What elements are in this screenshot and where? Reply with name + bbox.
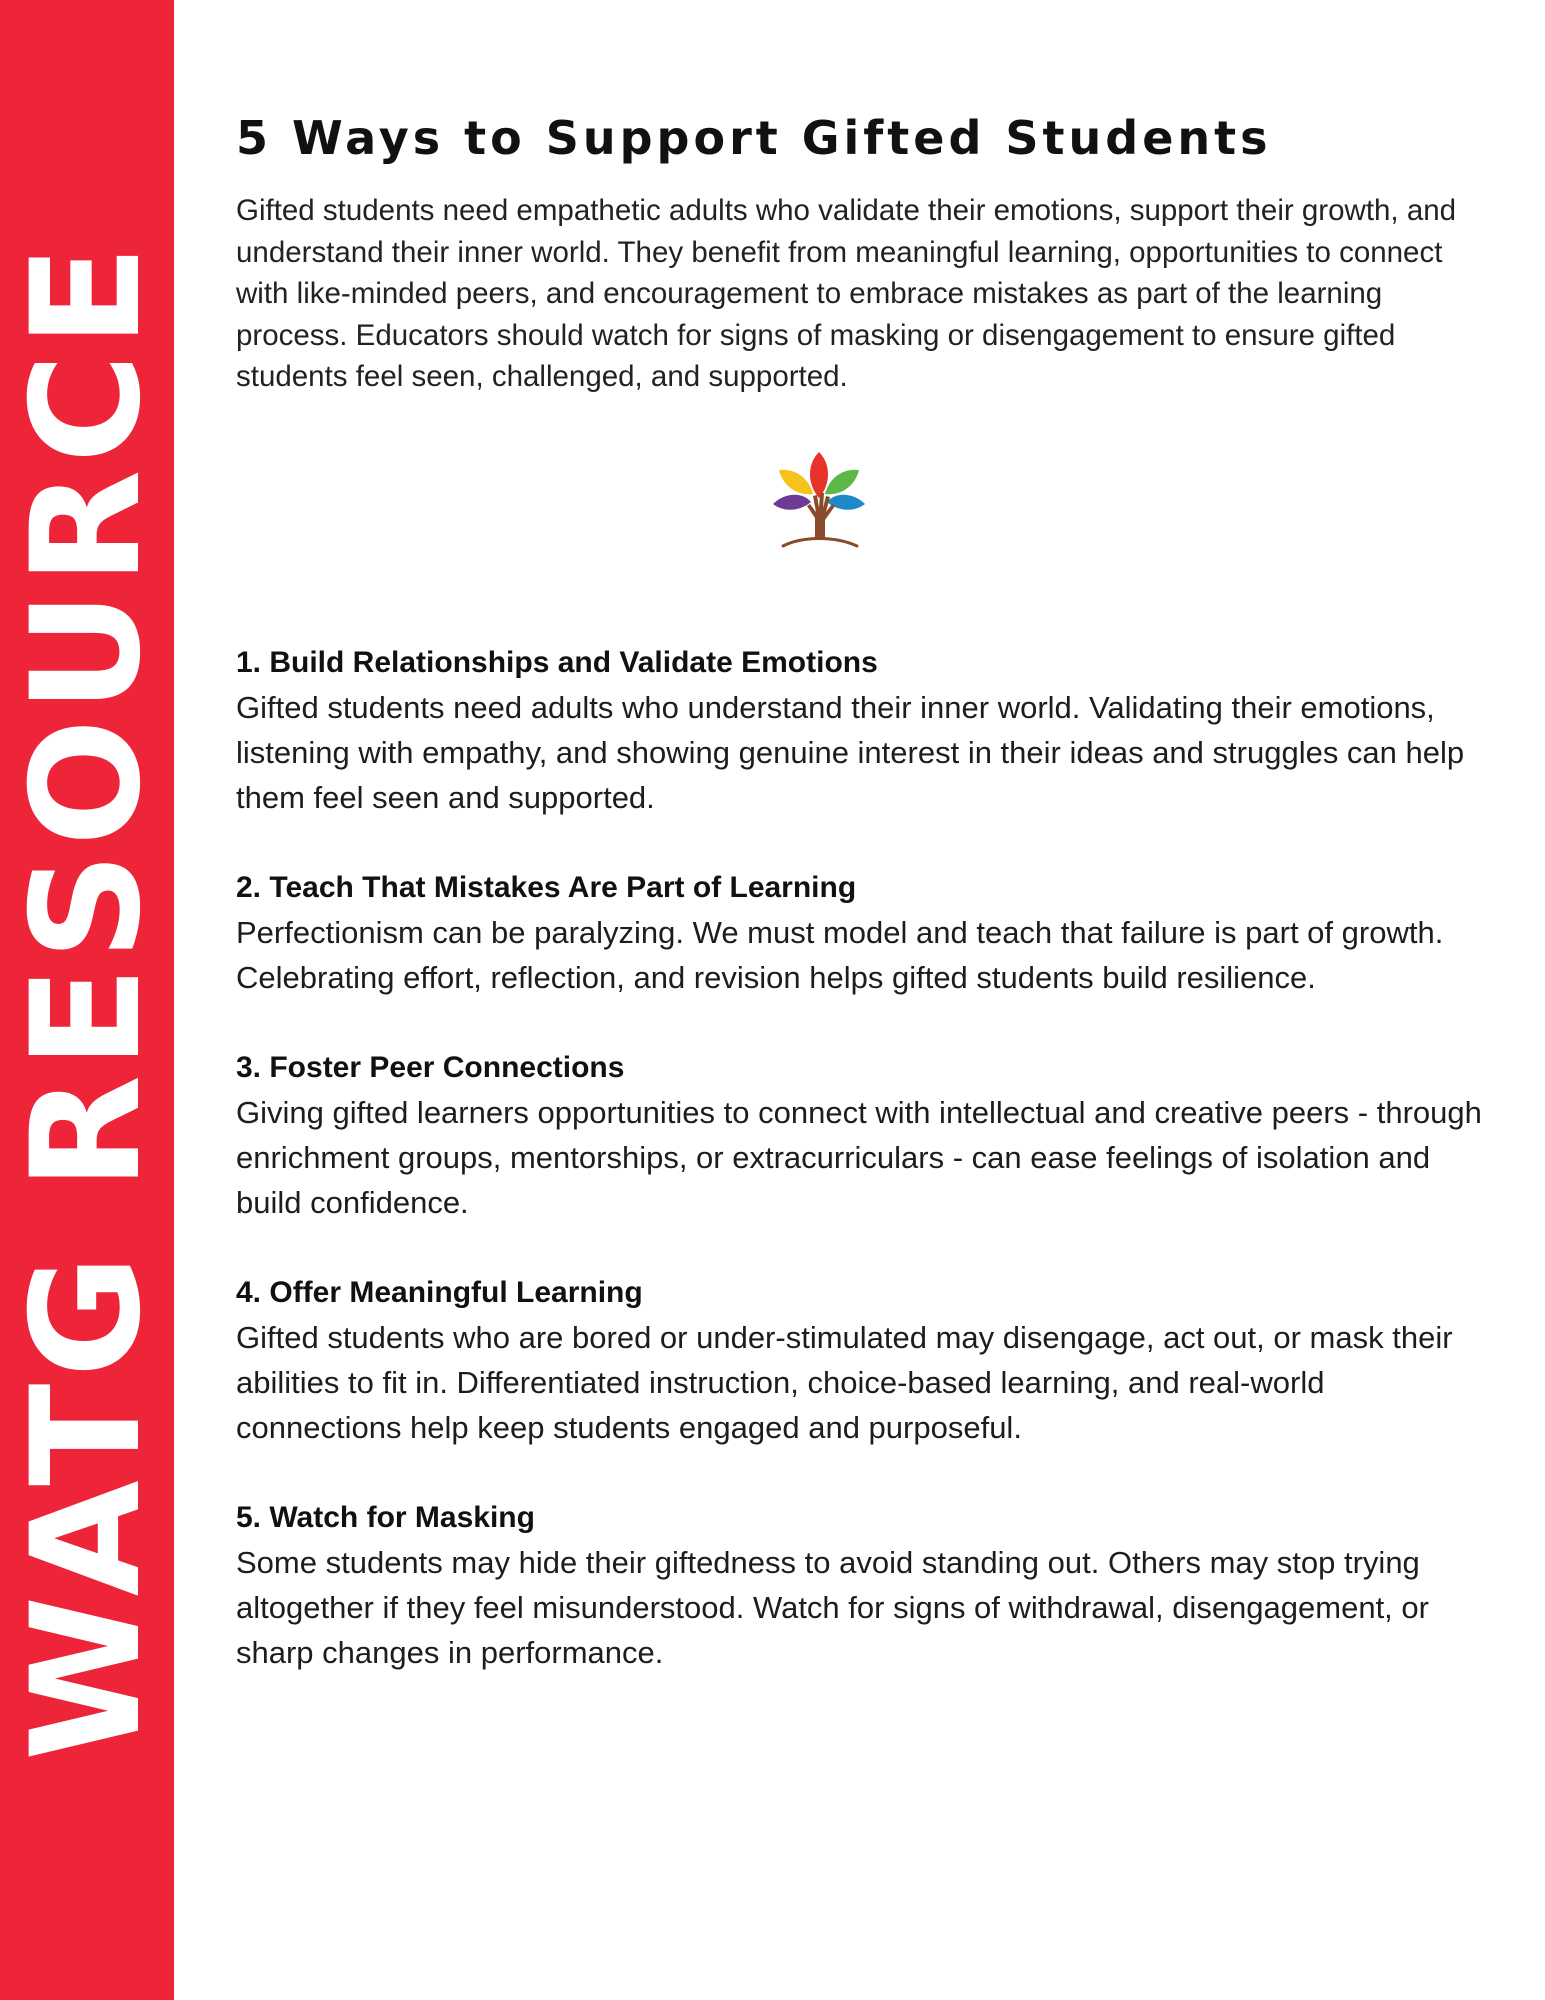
side-band <box>0 0 174 2000</box>
tip-body: Gifted students need adults who understand their inner world. Validating their emotions, listening with empathy, and showing genuine interest in their ideas and struggles can help them feel seen and supported. <box>236 689 1465 815</box>
tips-list <box>236 640 1486 1675</box>
tree-hand-icon <box>769 448 869 560</box>
purple-leaf <box>773 495 811 510</box>
side-band-label: WATG RESOURCE <box>0 238 174 1762</box>
tip-heading: 1. Build Relationships and Validate Emotions <box>236 645 878 679</box>
tip-item <box>236 640 1486 820</box>
intro-paragraph: Gifted students need empathetic adults who validate their emotions, support their growth, and understand their inner world. They benefit from meaningful learning, opportunities to connect with like-minded peers, and encouragement to embrace mistakes as part of the learning process. Educators should watch for signs of masking or disengagement to ensure gifted students feel seen, challenged, and supported. <box>236 194 1457 394</box>
tip-heading: 5. Watch for Masking <box>236 1500 535 1534</box>
tip-item <box>236 1495 1486 1675</box>
tip-body: Perfectionism can be paralyzing. We must model and teach that failure is part of growth. Celebrating effort, reflection, and revision helps gifted students build resilience. <box>236 914 1444 995</box>
tip-heading: 2. Teach That Mistakes Are Part of Learning <box>236 870 857 904</box>
green-leaf <box>825 470 859 495</box>
tip-item <box>236 1045 1486 1225</box>
tip-body: Some students may hide their giftedness to avoid standing out. Others may stop trying altogether if they feel misunderstood. Watch for signs of withdrawal, disengagement, or sharp changes in performance. <box>236 1544 1429 1670</box>
page-title: 5 Ways to Support Gifted Students <box>236 111 1272 165</box>
tip-body: Giving gifted learners opportunities to connect with intellectual and creative peers - through enrichment groups, mentorships, or extracurriculars - can ease feelings of isolation and build confidence. <box>236 1094 1482 1220</box>
tip-item <box>236 1270 1486 1450</box>
ground-line <box>783 538 857 546</box>
red-leaf <box>810 452 828 498</box>
tip-item <box>236 865 1486 1000</box>
tip-heading: 3. Foster Peer Connections <box>236 1050 625 1084</box>
tip-body: Gifted students who are bored or under-stimulated may disengage, act out, or mask their abilities to fit in. Differentiated instruction, choice-based learning, and real-world connections help keep students engaged and purposeful. <box>236 1319 1453 1445</box>
yellow-leaf <box>779 470 813 495</box>
tip-heading: 4. Offer Meaningful Learning <box>236 1275 643 1309</box>
main-content <box>236 108 1486 1720</box>
